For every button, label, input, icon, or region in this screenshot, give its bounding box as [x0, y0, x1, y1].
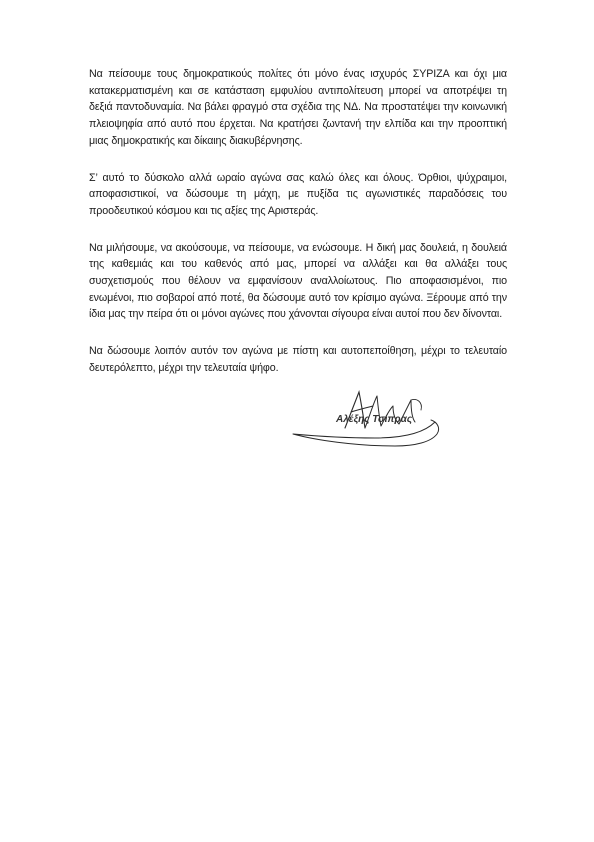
letter-body	[89, 66, 507, 397]
paragraph-1: Να πείσουμε τους δημοκρατικούς πολίτες ότι μόνο ένας ισχυρός ΣΥΡΙΖΑ και όχι μια κατακερματισμένη και σε κατάσταση εμφυλίου αντιπολίτευση μπορεί να αποτρέψει τη δεξιά παντοδυναμία. Να βάλει φραγμό στα σχέδια της ΝΔ. Να προστατέψει την κοινωνική πλειοψηφία από αυτό που έρχεται. Να κρατήσει ζωντανή την ελπίδα και την προοπτική μιας δημοκρατικής και δίκαιης διακυβέρνησης.	[89, 68, 507, 147]
paragraph-3: Να μιλήσουμε, να ακούσουμε, να πείσουμε, να ενώσουμε. Η δική μας δουλειά, η δουλειά της καθεμιάς και του καθενός από μας, μπορεί να αλλάξει και θα αλλάξει τους συσχετισμούς που θέλουν να εμφανίσουν αναλλοίωτους. Πιο αποφασισμένοι, πιο ενωμένοι, πιο σοβαροί από ποτέ, θα δώσουμε αυτό τον κρίσιμο αγώνα. Ξέρουμε από την ίδια μας την πείρα ότι οι μόνοι αγώνες που χάνονται σίγουρα είναι αυτοί που δεν δίνονται.	[89, 241, 507, 321]
signature-block	[285, 388, 445, 468]
handwritten-signature	[285, 388, 445, 468]
paragraph-2: Σ’ αυτό το δύσκολο αλλά ωραίο αγώνα σας καλώ όλες και όλους. Όρθιοι, ψύχραιμοι, αποφασιστικοί, να δώσουμε τη μάχη, με πυξίδα τις αγωνιστικές παραδόσεις του προοδευτικού κόσμου και τις αξίες της Αριστεράς.	[89, 171, 507, 217]
signer-name: Αλέξης Τσίπρας	[336, 414, 413, 425]
paragraph-4: Να δώσουμε λοιπόν αυτόν τον αγώνα με πίστη και αυτοπεποίθηση, μέχρι το τελευταίο δευτερόλεπτο, μέχρι την τελευταία ψήφο.	[89, 345, 507, 374]
